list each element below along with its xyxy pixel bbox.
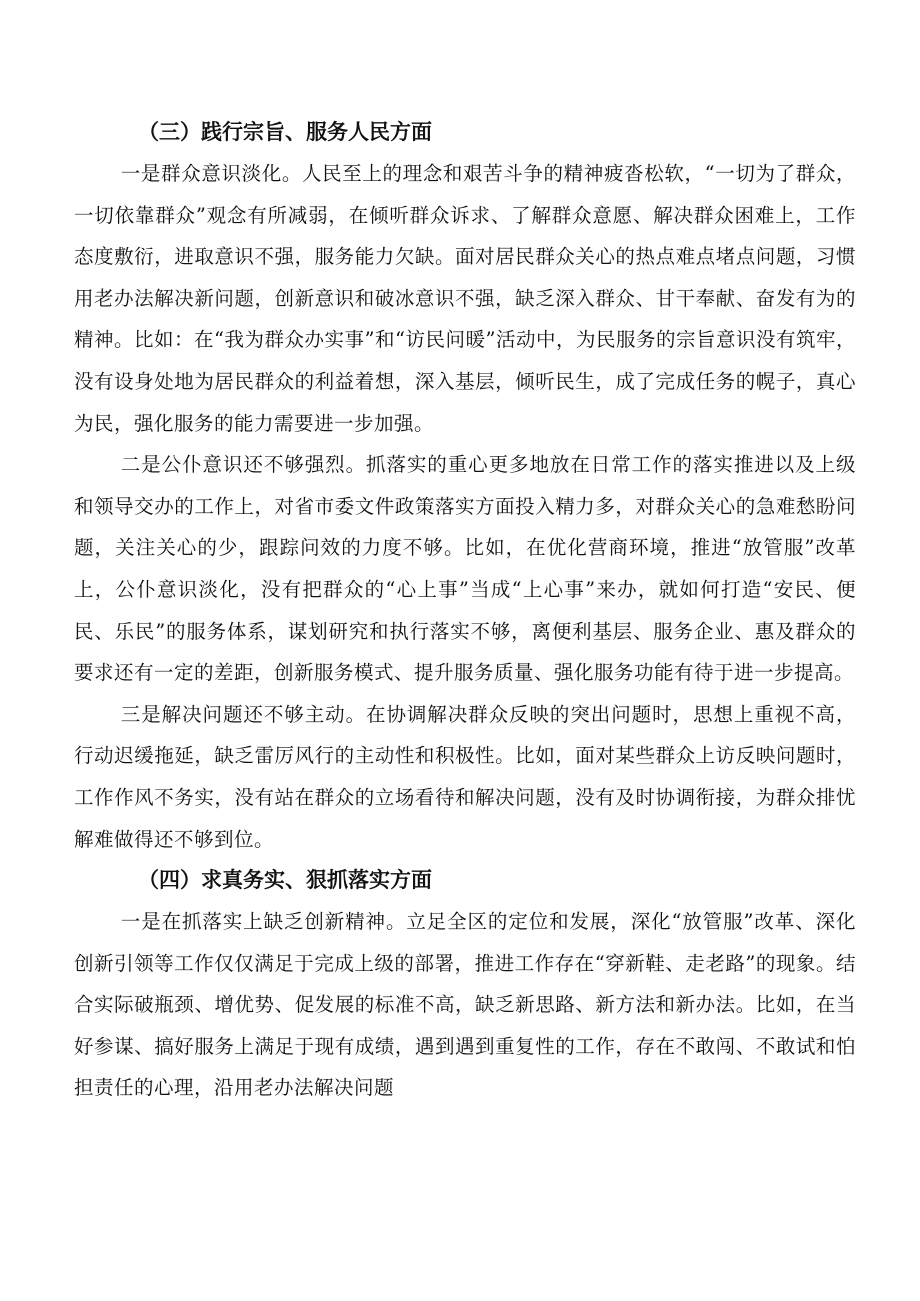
section-three: [74, 112, 856, 860]
section-heading: （三）践行宗旨、服务人民方面: [138, 120, 432, 144]
paragraph: 二是公仆意识还不够强烈。抓落实的重心更多地放在日常工作的落实推进以及上级和领导交办的工作上，对省市委文件政策落实方面投入精力多，对群众关心的急难愁盼问题，关注关心的少，跟踪问效的力度不够。比如，在优化营商环境，推进“放管服”改革上，公仆意识淡化，没有把群众的“心上事”当成“上心事”来办，就如何打造“安民、便民、乐民”的服务体系，谋划研究和执行落实不够，离便利基层、服务企业、惠及群众的要求还有一定的差距，创新服务模式、提升服务质量、强化服务功能有待于进一步提高。: [74, 453, 856, 685]
paragraph: 三是解决问题还不够主动。在协调解决群众反映的突出问题时，思想上重视不高，行动迟缓拖延，缺乏雷厉风行的主动性和积极性。比如，面对某些群众上访反映问题时，工作作风不务实，没有站在群众的立场看待和解决问题，没有及时协调衔接，为群众排忧解难做得还不够到位。: [74, 702, 856, 851]
paragraph: 一是群众意识淡化。人民至上的理念和艰苦斗争的精神疲沓松软，“一切为了群众，一切依靠群众”观念有所减弱，在倾听群众诉求、了解群众意愿、解决群众困难上，工作态度敷衍，进取意识不强，服务能力欠缺。面对居民群众关心的热点难点堵点问题，习惯用老办法解决新问题，创新意识和破冰意识不强，缺乏深入群众、甘干奉献、奋发有为的精神。比如：在“我为群众办实事”和“访民问暖”活动中，为民服务的宗旨意识没有筑牢，没有设身处地为居民群众的利益着想，深入基层，倾听民生，成了完成任务的幌子，真心为民，强化服务的能力需要进一步加强。: [74, 162, 856, 435]
section-heading: （四）求真务实、狠抓落实方面: [138, 868, 432, 893]
paragraph: 一是在抓落实上缺乏创新精神。立足全区的定位和发展，深化“放管服”改革、深化创新引领等工作仅仅满足于完成上级的部署，推进工作存在“穿新鞋、走老路”的现象。结合实际破瓶颈、增优势、促发展的标准不高，缺乏新思路、新方法和新办法。比如，在当好参谋、搞好服务上满足于现有成绩，遇到遇到重复性的工作，存在不敢闯、不敢试和怕担责任的心理，沿用老办法解决问题: [74, 910, 856, 1100]
section-four: [74, 860, 856, 1109]
